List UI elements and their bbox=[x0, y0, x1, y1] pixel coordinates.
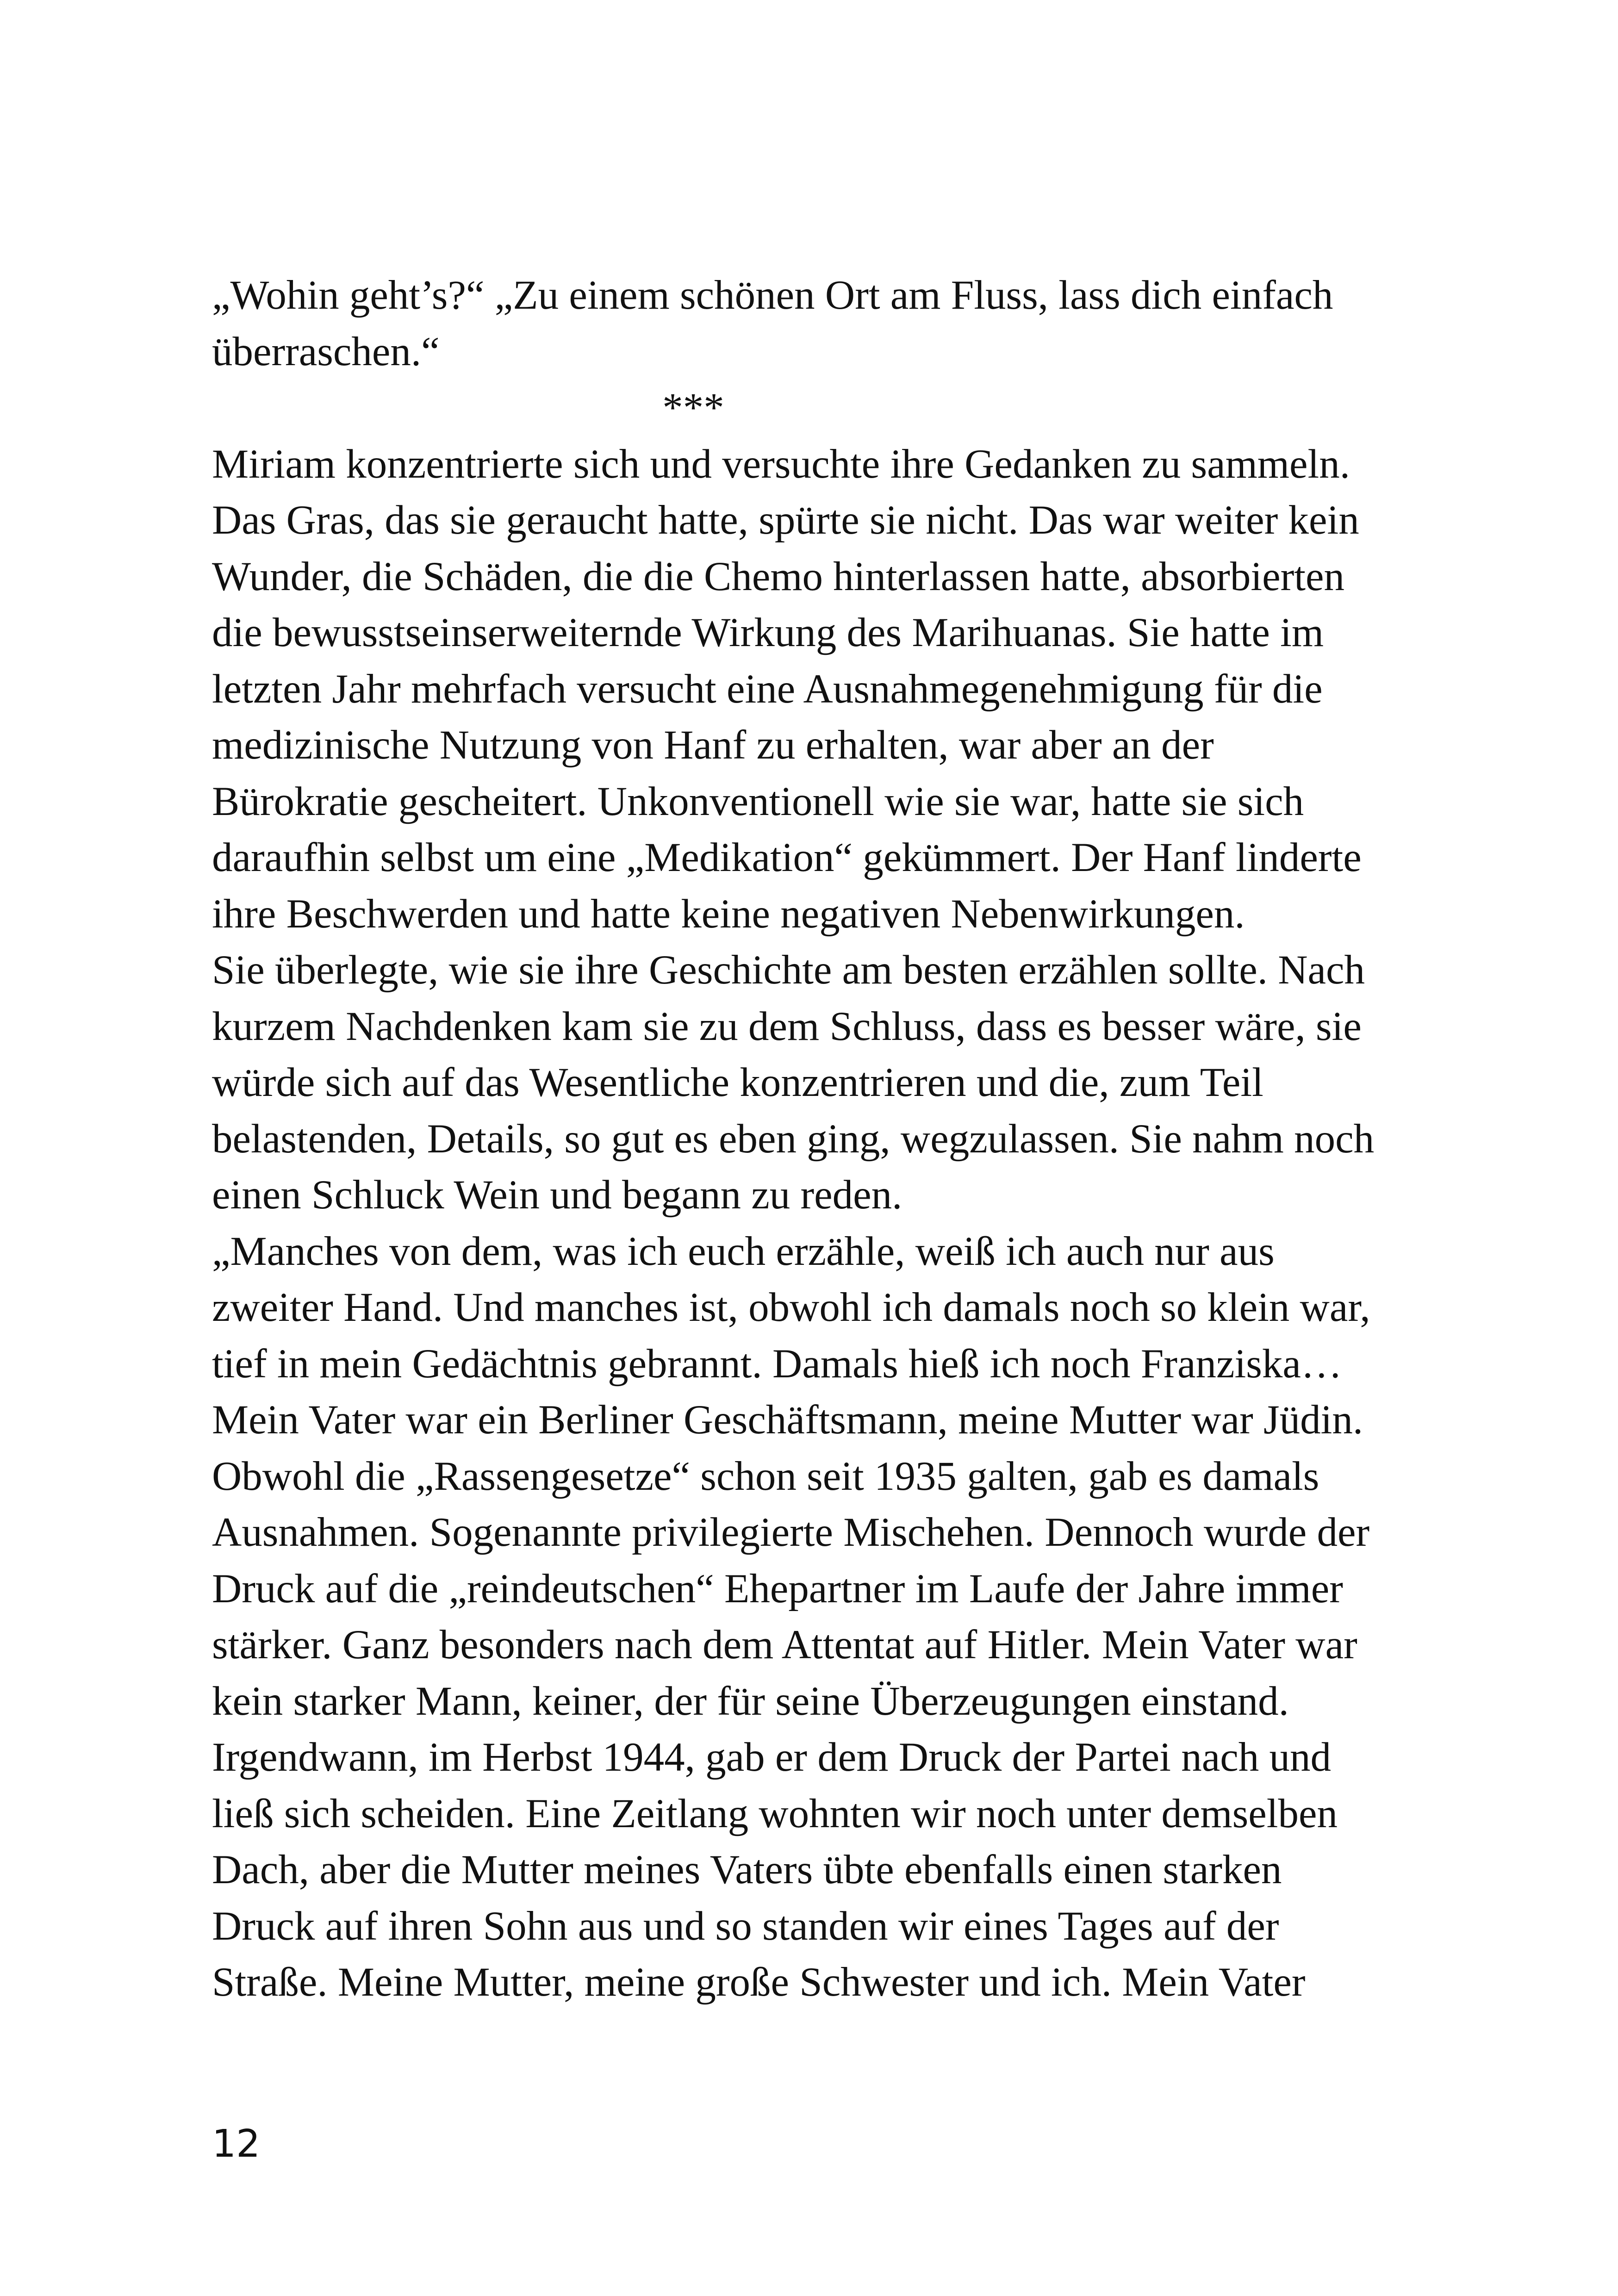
text-line: belastenden, Details, so gut es eben ging, wegzulassen. Sie nahm noch bbox=[212, 1116, 1375, 1162]
text-line: Bürokratie gescheitert. Unkonventionell wie sie war, hatte sie sich bbox=[212, 778, 1304, 824]
text-line: Das Gras, das sie geraucht hatte, spürte sie nicht. Das war weiter kein bbox=[212, 498, 1359, 543]
text-line: Obwohl die „Rassengesetze“ schon seit 1935 galten, gab es damals bbox=[212, 1453, 1319, 1499]
section-separator: *** bbox=[662, 385, 724, 430]
page-number: 12 bbox=[212, 2122, 261, 2166]
text-line: die bewusstseinserweiternde Wirkung des Marihuanas. Sie hatte im bbox=[212, 610, 1324, 655]
text-line: kein starker Mann, keiner, der für seine Überzeugungen einstand. bbox=[212, 1678, 1289, 1724]
text-line: letzten Jahr mehrfach versucht eine Ausnahmegenehmigung für die bbox=[212, 666, 1323, 712]
text-line: überraschen.“ bbox=[212, 329, 440, 374]
text-line: Dach, aber die Mutter meines Vaters übte ebenfalls einen starken bbox=[212, 1847, 1282, 1892]
text-line: „Manches von dem, was ich euch erzähle, weiß ich auch nur aus bbox=[212, 1228, 1275, 1274]
text-line: tief in mein Gedächtnis gebrannt. Damals hieß ich noch Franziska… bbox=[212, 1341, 1342, 1387]
text-line: Druck auf ihren Sohn aus und so standen wir eines Tages auf der bbox=[212, 1903, 1279, 1949]
text-line: Wunder, die Schäden, die die Chemo hinterlassen hatte, absorbierten bbox=[212, 554, 1344, 599]
text-line: ließ sich scheiden. Eine Zeitlang wohnten wir noch unter demselben bbox=[212, 1791, 1338, 1836]
text-line: Mein Vater war ein Berliner Geschäftsmann, meine Mutter war Jüdin. bbox=[212, 1397, 1363, 1443]
text-line: Miriam konzentrierte sich und versuchte ihre Gedanken zu sammeln. bbox=[212, 441, 1350, 487]
text-line: stärker. Ganz besonders nach dem Attentat auf Hitler. Mein Vater war bbox=[212, 1622, 1357, 1668]
text-line: Straße. Meine Mutter, meine große Schwester und ich. Mein Vater bbox=[212, 1960, 1306, 2005]
text-line: „Wohin geht’s?“ „Zu einem schönen Ort am Fluss, lass dich einfach bbox=[212, 273, 1333, 318]
text-line: Ausnahmen. Sogenannte privilegierte Mischehen. Dennoch wurde der bbox=[212, 1510, 1370, 1555]
text-line: medizinische Nutzung von Hanf zu erhalten, war aber an der bbox=[212, 722, 1214, 768]
text-line: ihre Beschwerden und hatte keine negativen Nebenwirkungen. bbox=[212, 891, 1245, 937]
text-line: Sie überlegte, wie sie ihre Geschichte am besten erzählen sollte. Nach bbox=[212, 947, 1365, 993]
text-line: daraufhin selbst um eine „Medikation“ gekümmert. Der Hanf linderte bbox=[212, 835, 1362, 880]
body-text bbox=[212, 268, 1443, 2011]
text-line: Irgendwann, im Herbst 1944, gab er dem Druck der Partei nach und bbox=[212, 1735, 1331, 1780]
text-line: kurzem Nachdenken kam sie zu dem Schluss, dass es besser wäre, sie bbox=[212, 1003, 1362, 1049]
text-line: Druck auf die „reindeutschen“ Ehepartner im Laufe der Jahre immer bbox=[212, 1566, 1343, 1612]
text-line: zweiter Hand. Und manches ist, obwohl ich damals noch so klein war, bbox=[212, 1285, 1370, 1330]
text-line: würde sich auf das Wesentliche konzentrieren und die, zum Teil bbox=[212, 1060, 1263, 1105]
text-line: einen Schluck Wein und begann zu reden. bbox=[212, 1172, 902, 1218]
